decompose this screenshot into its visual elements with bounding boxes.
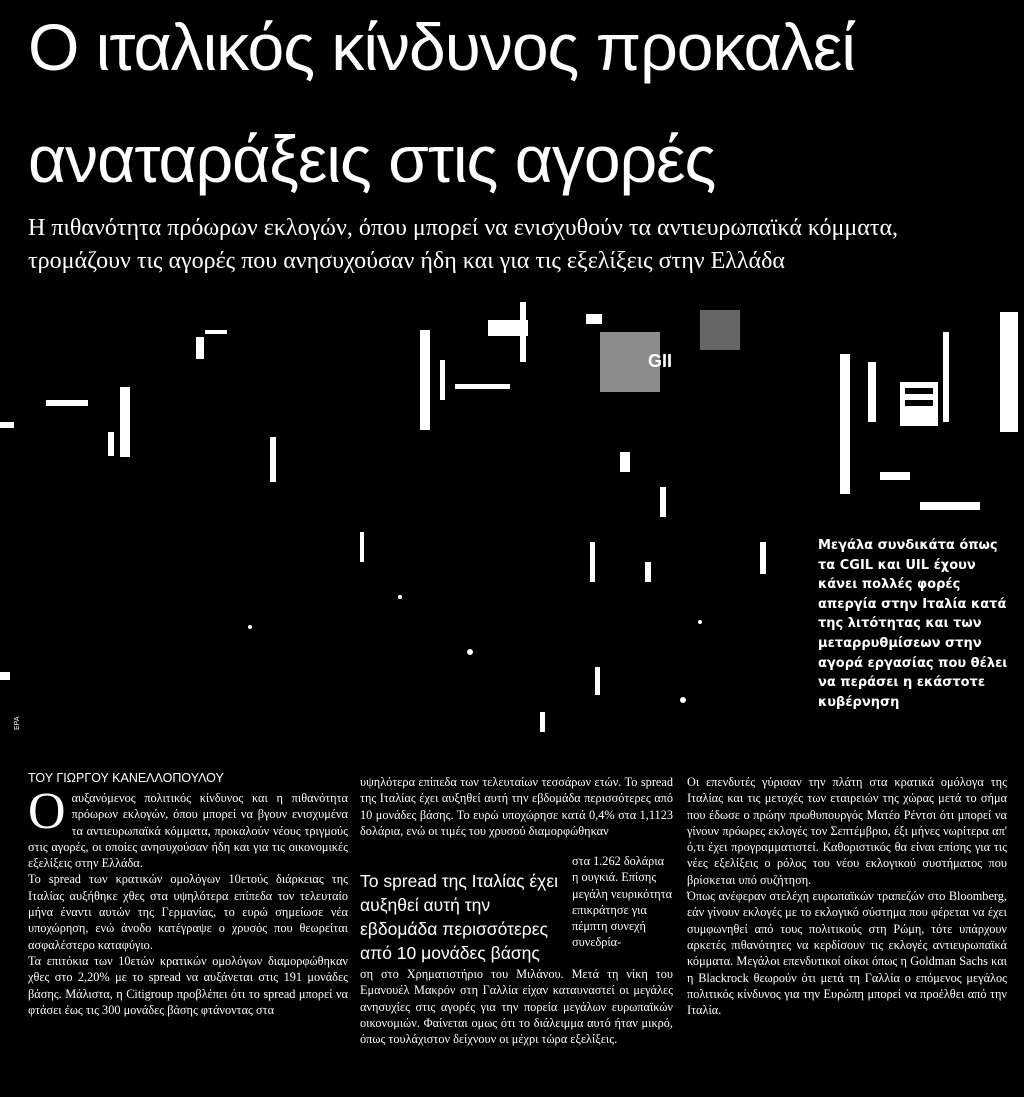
article-column-2-bottom: ση στο Χρηματιστήριο του Μιλάνου. Μετά τη νίκη του Εμανουέλ Μακρόν στη Γαλλία είχαν καταυναστεί οι μεγάλες ανησυχίες στις αγορές για την πορεία μεγάλων ευρωπαϊκών οικονομιών. Φαίνεται ομως ότι το διάλειμμα αυτό ήταν μικρό, όπως τουλάχιστον δείχνουν οι μέχρι τώρα εξελίξεις. xyxy=(360,967,673,1047)
paragraph: Όπως ανέφεραν στελέχη ευρωπαϊκών τραπεζών στο Bloomberg, εάν γίνουν εκλογές με το εκλογικό σύστημα που φέρεται να έχει συμφωνηθεί από τους πολιτικούς στη Ρώμη, τότε υπάρχουν αρκετές πιθανότητες να κερδίσουν τις εκλογές αντιευρωπαϊκά κόμματα. Μεγάλοι επενδυτικοί οίκοι όπως η Goldman Sachs και η Blackrock θεωρούν ότι μετά τη Γαλλία ο επόμενος μεγάλος πολιτικός κίνδυνος για την Ευρώπη μπορεί να προέλθει από την Ιταλία. xyxy=(687,889,1007,1018)
photo-caption: Μεγάλα συνδικάτα όπως τα CGIL και UIL έχουν κάνει πολλές φορές απεργία στην Ιταλία κατά της λιτότητας και των μεταρρυθμίσεων στην αγορά εργασίας που θέλει να περάσει η εκάστοτε κυβέρνηση xyxy=(818,538,1008,710)
headline-line-2: αναταράξεις στις αγορές xyxy=(28,122,716,196)
paragraph: Το spread των κρατικών ομολόγων 10ετούς διάρκειας της Ιταλίας αυξήθηκε χθες στα υψηλότερα επίπεδα τον τελευταίο μήνα έναντι αυτών της Γερμανίας, το ευρώ σημείωσε νέα υποχώρηση, ενώ άνοδο κατέγραψε ο χρυσός που θεωρείται ασφαλέστερο καταφύγιο. xyxy=(28,872,348,952)
photo-credit: ΕΡΑ xyxy=(14,716,21,730)
headline-line-1: Ο ιταλικός κίνδυνος προκαλεί xyxy=(28,10,855,84)
photo-sign-text: GII xyxy=(648,351,673,371)
subheadline: Η πιθανότητα πρόωρων εκλογών, όπου μπορεί να ενισχυθούν τα αντιευρωπαϊκά κόμματα, τρομάζουν τις αγορές που ανησυχούσαν ήδη και για τις εξελίξεις στην Ελλάδα xyxy=(28,215,899,274)
paragraph: Τα επιτόκια των 10ετών κρατικών ομολόγων διαμορφώθηκαν χθες στο 2,20% με το spread να αυξάνεται στις 191 μονάδες βάσης. Μάλιστα, η Citigroup προβλέπει ότι το spread μπορεί να φτάσει έως τις 300 μονάδες βάσης φτάνοντας στα xyxy=(28,953,348,1017)
article-column-2-side: στα 1.262 δολάρια η ουγκιά. Επίσης μεγάλη νευρικότητα επικράτησε για πέμπτη συνεχή συνεδρία- xyxy=(572,854,673,950)
byline: ΤΟΥ ΓΙΩΡΓΟΥ ΚΑΝΕΛΛΟΠΟΥΛΟΥ xyxy=(28,771,224,785)
article-column-1 xyxy=(28,783,348,1018)
article-column-2-top: υψηλότερα επίπεδα των τελευταίων τεσσάρων ετών. Το spread της Ιταλίας έχει αυξηθεί αυτή την εβδομάδα περισσότερες από 10 μονάδες βάσης. Το ευρώ υποχώρησε κατά 0,4% στα 1,1123 δολάρια, ενώ οι τιμές του χρυσού διαμορφώθηκαν xyxy=(360,775,673,838)
lead-paragraph: Οαυξανόμενος πολιτικός κίνδυνος και η πιθανότητα πρόωρων εκλογών, όπου μπορεί να βγουν ενισχυμένα τα αντιευρωπαϊκά κόμματα, προκαλούν νέους τριγμούς στις αγορές, οι οποίες ανησυχούσαν ήδη και για τις οικονομικές εξελίξεις στην Ελλάδα. xyxy=(28,783,348,871)
pull-quote: Το spread της Ιταλίας έχει αυξηθεί αυτή την εβδομάδα περισσότερες από 10 μονάδες βάσης xyxy=(360,871,559,963)
paragraph: Οι επενδυτές γύρισαν την πλάτη στα κρατικά ομόλογα της Ιταλίας και τις μετοχές των εταιρειών της χώρας μετά το σήμα που έδωσε ο πρώην πρωθυπουργός Ματέο Ρέντσι ότι μπορεί να γίνουν πρόωρες εκλογές τον Σεπτέμβριο, έξι μήνες νωρίτερα απ' ό,τι έχει προγραμματιστεί. Καθοριστικός θα είναι επίσης για τις νέες εξελίξεις ο ρόλος του νέου εκλογικού συστήματος που βρίσκεται υπό συζήτηση. xyxy=(687,775,1007,887)
drop-cap: Ο xyxy=(28,783,66,840)
article-column-3 xyxy=(687,774,1007,1018)
